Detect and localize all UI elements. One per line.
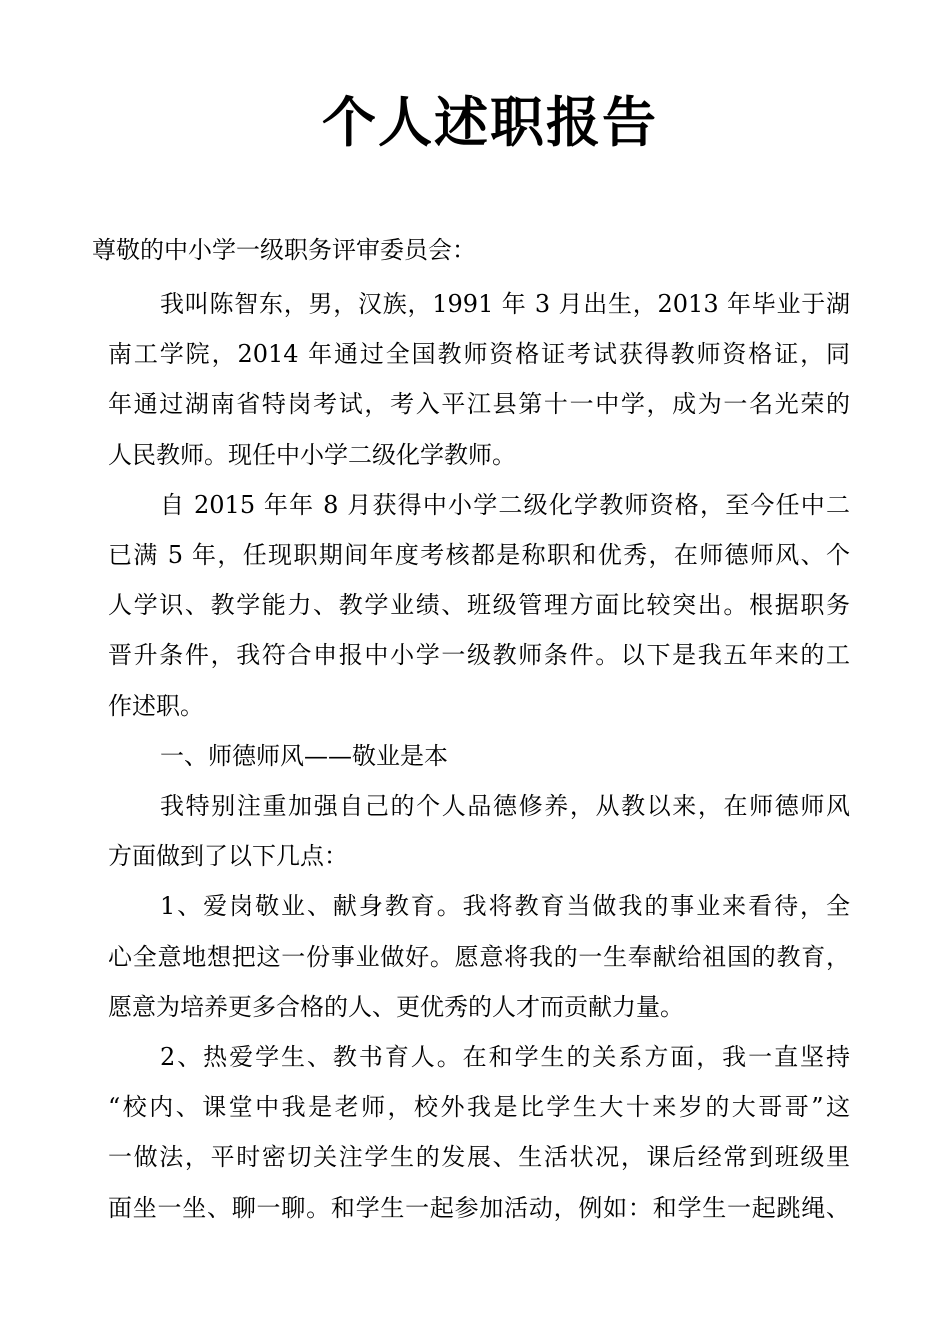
body-text-line: 自 2015 年年 8 月获得中小学二级化学教师资格，至今任中二 [160,491,850,519]
body-text-line: 我叫陈智东，男，汉族，1991 年 3 月出生，2013 年毕业于湖 [160,290,850,318]
body-text-line: 2、热爱学生、教书育人。在和学生的关系方面，我一直坚持 [160,1043,850,1071]
body-text-line: “校内、课堂中我是老师，校外我是比学生大十来岁的大哥哥”这 [108,1093,850,1121]
body-text-line: 我特别注重加强自己的个人品德修养，从教以来，在师德师风 [160,792,850,820]
body-text-line: 已满 5 年，任现职期间年度考核都是称职和优秀，在师德师风、个 [108,541,850,569]
body-text-line: 面坐一坐、聊一聊。和学生一起参加活动，例如：和学生一起跳绳、 [108,1194,850,1222]
body-text-line: 晋升条件，我符合申报中小学一级教师条件。以下是我五年来的工 [108,641,850,669]
body-text-line: 作述职。 [108,692,204,720]
body-text-line: 心全意地想把这一份事业做好。愿意将我的一生奉献给祖国的教育， [108,943,850,971]
body-text-line: 1、爱岗敬业、献身教育。我将教育当做我的事业来看待，全 [160,892,850,920]
page-title: 个人述职报告 [322,91,658,154]
body-text-line: 人学识、教学能力、教学业绩、班级管理方面比较突出。根据职务 [108,591,850,619]
body-text-line: 人民教师。现任中小学二级化学教师。 [108,441,516,469]
body-text-line: 方面做到了以下几点： [108,842,348,870]
body-text-line: 愿意为培养更多合格的人、更优秀的人才而贡献力量。 [108,993,684,1021]
body-text-line: 一做法，平时密切关注学生的发展、生活状况，课后经常到班级里 [108,1143,850,1171]
body-text-line: 年通过湖南省特岗考试，考入平江县第十一中学，成为一名光荣的 [108,390,850,418]
section-heading: 一、师德师风——敬业是本 [160,742,448,770]
salutation: 尊敬的中小学一级职务评审委员会： [92,236,476,264]
body-text-line: 南工学院，2014 年通过全国教师资格证考试获得教师资格证，同 [108,340,850,368]
